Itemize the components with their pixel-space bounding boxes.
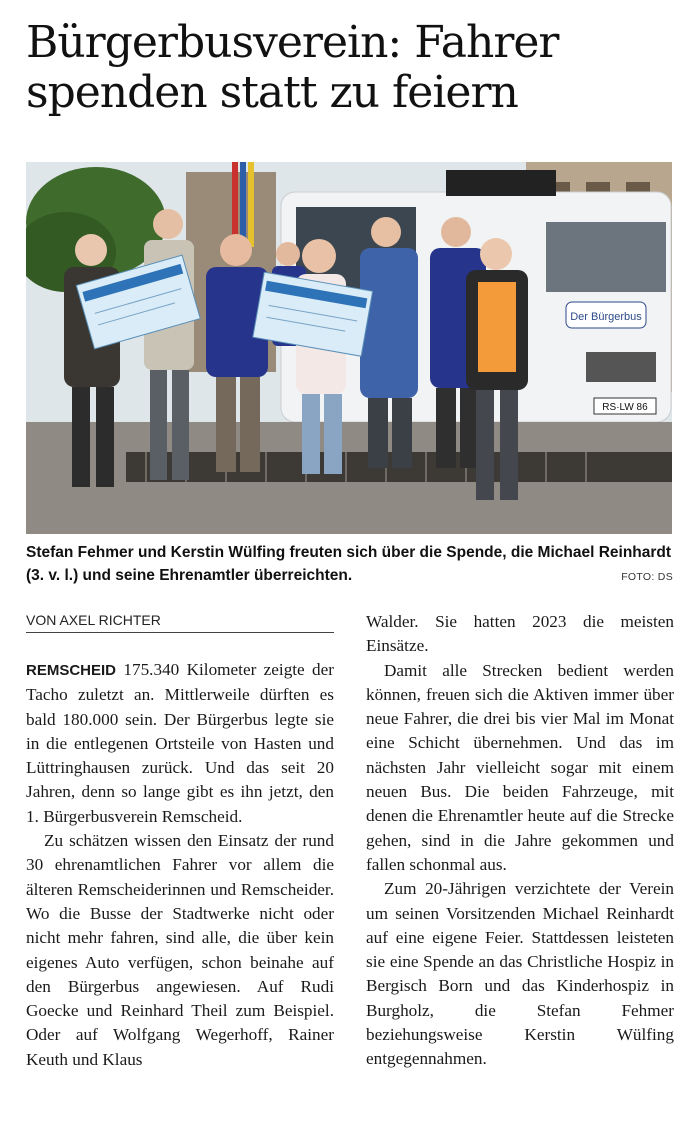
photo-illustration <box>26 162 672 534</box>
paragraph-2-continued: Walder. Sie hatten 2023 die meisten Einsätze. <box>366 612 674 656</box>
paragraph-2: Zu schätzen wissen den Einsatz der rund 30 ehrenamtlichen Fahrer vor allem die älteren Remscheiderinnen und Remscheider. Wo die Busse der Stadtwerke nicht oder nicht mehr fahren, sind alle, die über kein eigenes Auto verfügen, schon beinahe auf den Bürgerbus angewiesen. Auf Rudi Goecke und Reinhard Theil zum Beispiel. Oder auf Wolfgang Wegerhoff, Rainer Keuth und Klaus <box>26 831 334 1069</box>
paragraph-3: Damit alle Strecken bedient werden können, freuen sich die Aktiven immer über neue Fahrer, die drei bis vier Mal im Monat eine Schicht übernehmen. Und das im nächsten Jahr vielleicht sogar mit einem neuen Bus. Die beiden Fahrzeuge, mit denen die Ehrenamtler heute auf die Strecke gehen, sind in die Jahre gekommen und fallen schonmal aus. <box>366 660 674 874</box>
photo-credit: FOTO: DS <box>621 571 673 583</box>
headline-line-2: spenden statt zu feiern <box>26 67 518 118</box>
bus-logo-text: Der Bürgerbus <box>570 311 642 323</box>
byline: VON AXEL RICHTER <box>26 612 334 633</box>
paragraph-1 <box>26 658 334 829</box>
article-photo <box>26 162 672 534</box>
dateline: REMSCHEID <box>26 662 117 679</box>
headline-line-1: Bürgerbusverein: Fahrer <box>26 17 559 68</box>
article-column-2 <box>366 610 674 1072</box>
article-column-1 <box>26 658 334 1072</box>
paragraph-4: Zum 20-Jährigen verzichtete der Verein um seinen Vorsitzenden Michael Reinhardt auf eine eigene Feier. Stattdessen leisteten sie eine Spende an das Christliche Hospiz in Bergisch Born und das Kinderhospiz in Burgholz, die Stefan Fehmer beziehungsweise Kerstin Wülfing entgegennahmen. <box>366 879 674 1069</box>
paragraph-1-text: 175.340 Kilometer zeigte der Tacho zuletzt an. Mittlerweile dürften es bald 180.000 sein. Der Bürgerbus legte sie in die entlegenen Ortsteile von Hasten und Lüttringhausen zurück. Und das seit 20 Jahren, denn so lange gibt es ihn jetzt, den 1. Bürgerbusverein Remscheid. <box>26 660 334 826</box>
photo-caption: Stefan Fehmer und Kerstin Wülfing freuten sich über die Spende, die Michael Reinhardt (3. v. l.) und seine Ehrenamtler überreichten. <box>26 544 672 584</box>
license-plate: RS·LW 86 <box>602 402 648 413</box>
headline <box>26 18 666 118</box>
